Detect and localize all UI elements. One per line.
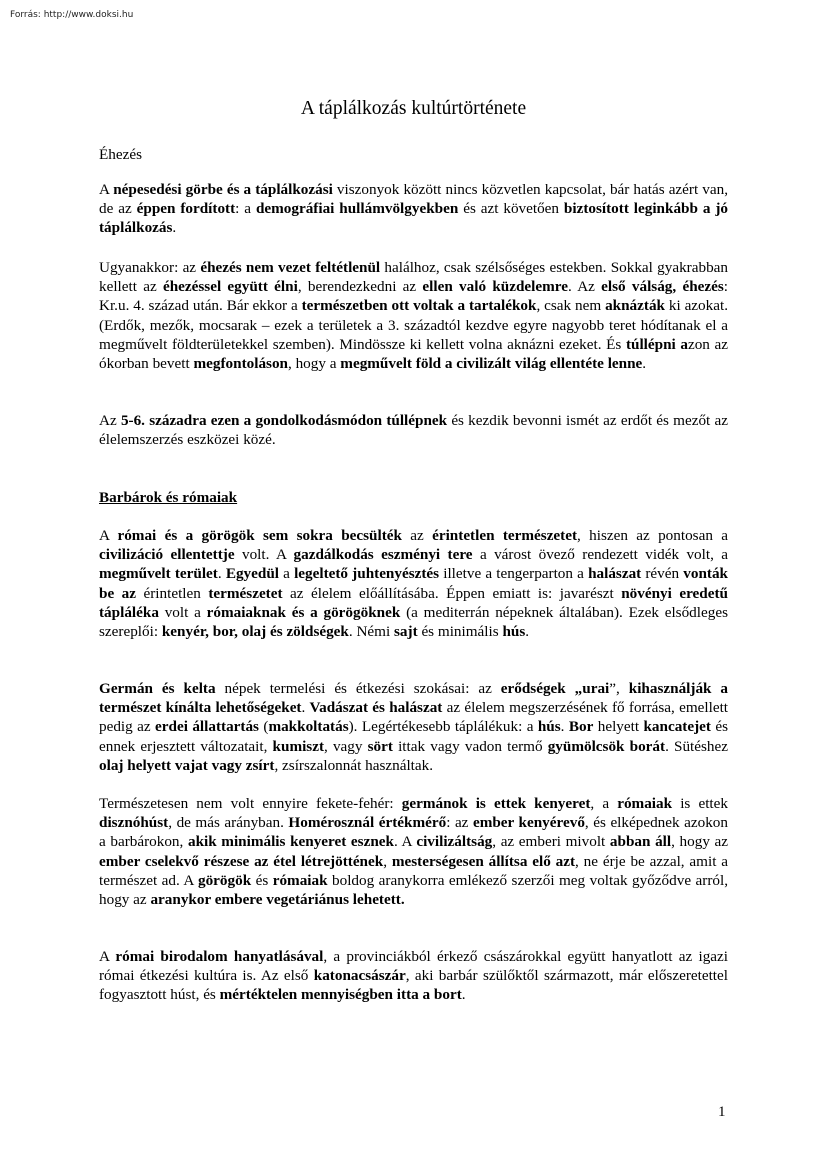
text-run: , hiszen az pontosan a: [577, 527, 728, 544]
text-run: (a mediterrán népeknek általában). Ezek elsődleges szereplői:: [99, 603, 728, 641]
text-run: a várost övező rendezett vidék volt, a: [472, 546, 729, 564]
text-run: . Az: [567, 278, 602, 296]
bold-text: biztosított leginkább a jó táplálkozás: [99, 200, 728, 237]
bold-text: éppen fordított: [136, 200, 236, 218]
bold-text: megművelt föld a civilizált világ ellentéte lenne: [340, 355, 643, 373]
text-run: , vagy: [324, 737, 368, 755]
bold-text: Germán és kelta: [99, 680, 216, 697]
bold-text: természetben ott voltak a tartalékok: [301, 297, 537, 315]
text-run: .: [301, 699, 310, 717]
text-run: A: [99, 181, 114, 198]
text-run: .: [461, 986, 466, 1004]
text-run: : a: [235, 200, 256, 218]
bold-text: rómaiaknak és a görögöknek: [206, 603, 401, 621]
section-heading-ehezes: Éhezés: [99, 146, 143, 163]
bold-text: megfontoláson: [193, 355, 288, 373]
text-run: és azt követően: [458, 200, 564, 218]
text-run: helyett: [593, 718, 644, 736]
bold-text: éhezés nem vezet feltétlenül: [200, 259, 381, 276]
text-run: ki azokat. (Erdők, mezők, mocsarak – ezek a területek a 3. századtól kezdve egyre nagyobb teret hódítanak el a megművelt földterületekkel szemben). Mindössze ki kellett volna aknázni ezeket. És: [99, 297, 728, 353]
text-run: (: [258, 718, 269, 736]
text-run: , csak nem: [536, 297, 606, 315]
section-heading-barbarok: Barbárok és rómaiak: [99, 489, 238, 506]
bold-text: növényi eredetű tápláléka: [99, 584, 728, 621]
text-run: , az emberi mivolt: [492, 833, 610, 851]
text-run: .: [560, 718, 569, 736]
text-run: az: [401, 527, 433, 544]
bold-text: római és a görögök sem sokra becsülték: [117, 527, 402, 544]
source-line: Forrás: http://www.doksi.hu: [10, 10, 134, 20]
bold-text: Egyedül: [225, 565, 279, 583]
document-title: A táplálkozás kultúrtörténete: [300, 98, 527, 119]
text-run: . Némi: [348, 623, 395, 641]
text-run: , a: [590, 795, 618, 812]
paragraph-5: [99, 679, 728, 775]
text-run: az élelem megszerzésének fő forrása, emellett pedig az: [99, 699, 729, 736]
bold-text: erdei állattartás: [155, 718, 259, 736]
bold-text: megművelt terület: [99, 565, 218, 583]
bold-text: római birodalom hanyatlásával: [115, 948, 324, 965]
bold-text: hús: [537, 718, 561, 736]
bold-text: katonacsászár: [313, 967, 406, 985]
text-run: Ugyanakkor: az: [99, 259, 201, 276]
bold-text: éhezéssel együtt élni: [162, 278, 298, 296]
text-run: , hogy az: [671, 833, 729, 851]
bold-text: hús: [502, 623, 526, 641]
text-run: . A: [393, 833, 417, 851]
text-run: és kezdik bevonni ismét az erdőt és mezőt az élelemszerzés eszközei közé.: [99, 412, 728, 449]
text-run: , hogy a: [287, 355, 341, 373]
text-run: : az: [446, 814, 473, 832]
bold-text: gyümölcsök borát: [547, 737, 666, 755]
bold-text: ellen való küzdelemre: [422, 278, 568, 296]
bold-text: civilizáltság: [416, 833, 493, 851]
bold-text: erődségek „urai: [500, 680, 610, 697]
text-run: halálhoz, csak szélsőséges estekben. Sokkal gyakrabban kellett az: [99, 259, 728, 296]
text-run: , és elképednek azokon a barbárokon,: [99, 814, 728, 851]
text-run: és ennek erjesztett változatait,: [99, 718, 729, 755]
bold-text: első válság, éhezés: [601, 278, 724, 296]
text-run: .: [172, 219, 177, 237]
bold-text: görögök: [197, 871, 252, 889]
text-run: népek termelési és étkezési szokásai: az: [215, 680, 501, 697]
bold-text: demográfiai hullámvölgyekben: [255, 200, 459, 218]
bold-text: sört: [367, 737, 393, 755]
text-run: , de más arányban.: [168, 814, 289, 832]
text-run: .: [642, 355, 647, 373]
bold-text: 5-6. századra ezen a gondolkodásmódon túllépnek: [120, 412, 448, 429]
paragraph-7: [99, 947, 728, 1005]
bold-text: halászat: [588, 565, 642, 583]
bold-text: aknázták: [605, 297, 665, 315]
text-run: ). Legértékesebb táplálékuk: a: [348, 718, 538, 736]
bold-text: népesedési görbe és a táplálkozási: [113, 181, 333, 198]
text-run: A: [99, 527, 118, 544]
text-run: révén: [641, 565, 684, 583]
bold-text: aranykor embere vegetáriánus lehetett.: [150, 891, 405, 909]
bold-text: germánok is ettek kenyeret: [401, 795, 591, 812]
bold-text: abban áll: [609, 833, 672, 851]
text-run: illetve a tengerparton a: [439, 565, 589, 583]
bold-text: sajt: [394, 623, 418, 641]
text-run: , aki barbár szülőktől származott, már előszeretettel fogyasztott húst, és: [99, 967, 728, 1004]
text-run: volt a: [158, 603, 207, 621]
text-run: , zsírszalonnát használtak.: [274, 756, 434, 774]
text-run: a: [279, 565, 295, 583]
paragraph-2: [99, 258, 728, 373]
bold-text: olaj helyett vajat vagy zsírt: [99, 756, 275, 774]
bold-text: Bor: [568, 718, 594, 736]
bold-text: kihasználják a természet kínálta lehetőségeket: [99, 680, 729, 717]
text-run: zon az ókorban bevett: [99, 335, 728, 373]
paragraph-1: [99, 180, 728, 238]
bold-text: makkoltatás: [268, 718, 349, 736]
text-run: .: [217, 565, 226, 583]
text-run: is ettek: [672, 795, 728, 812]
text-run: A: [99, 948, 116, 965]
bold-text: érintetlen természetet: [432, 527, 578, 544]
paragraph-6: [99, 794, 728, 909]
text-run: , berendezkedni az: [297, 278, 423, 296]
bold-text: civilizáció ellentettje: [99, 546, 235, 564]
text-run: érintetlen: [136, 584, 209, 602]
bold-text: gazdálkodás eszményi tere: [293, 546, 473, 564]
bold-text: rómaiak: [272, 871, 328, 889]
text-run: boldog aranykorra emlékező szerzői meg voltak győződve arról, hogy az: [99, 871, 728, 909]
bold-text: vonták be az: [99, 565, 728, 602]
bold-text: Vadászat és halászat: [309, 699, 443, 717]
text-run: Az: [99, 412, 121, 429]
bold-text: akik minimális kenyeret esznek: [187, 833, 394, 851]
text-run: és: [251, 871, 273, 889]
text-run: , a provinciákból érkező császárokkal együtt hanyatlott az igazi római étkezési kultúra is. Az első: [99, 948, 728, 985]
paragraph-3: [99, 411, 728, 449]
bold-text: disznóhúst: [99, 814, 169, 832]
text-run: ,: [383, 852, 392, 870]
text-run: Természetesen nem volt ennyire fekete-fehér:: [99, 795, 402, 812]
bold-text: ember cselekvő részese az étel létrejöttének: [99, 852, 384, 870]
text-run: viszonyok között nincs közvetlen kapcsolat, bár hatás azért van, de az: [99, 181, 728, 218]
bold-text: túllépni a: [625, 335, 688, 353]
text-run: az élelem előállításába. Éppen emiatt is: javarészt: [282, 584, 622, 602]
bold-text: legeltető juhtenyésztés: [294, 565, 440, 583]
text-run: , ne érje be azzal, amit a természet ad. A: [99, 852, 728, 889]
page-number: 1: [718, 1104, 726, 1120]
text-run: .: [525, 623, 530, 641]
bold-text: ember kenyérevő: [472, 814, 585, 832]
paragraph-4: [99, 526, 728, 641]
text-run: volt. A: [234, 546, 294, 564]
bold-text: mértéktelen mennyiségben itta a bort: [219, 986, 462, 1004]
bold-text: kumiszt: [272, 737, 325, 755]
text-run: ”,: [609, 680, 629, 697]
bold-text: kancatejet: [643, 718, 711, 736]
bold-text: természetet: [208, 584, 283, 602]
bold-text: rómaiak: [617, 795, 673, 812]
bold-text: mesterségesen állítsa elő azt: [391, 852, 576, 870]
text-run: ittak vagy vadon termő: [392, 737, 548, 755]
bold-text: kenyér, bor, olaj és zöldségek: [161, 623, 349, 641]
text-run: és minimális: [417, 623, 503, 641]
bold-text: Homérosznál értékmérő: [288, 814, 447, 832]
text-run: : Kr.u. 4. század után. Bár ekkor a: [99, 278, 729, 315]
text-run: . Sütéshez: [665, 737, 728, 755]
